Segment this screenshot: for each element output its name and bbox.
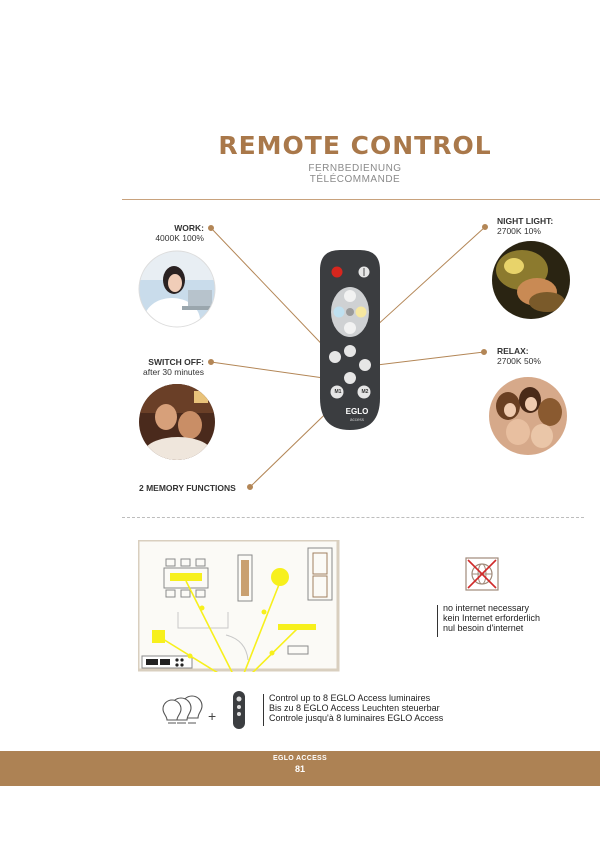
internet-text-bar (437, 605, 438, 637)
subtitle-french: TÉLÉCOMMANDE (309, 174, 401, 185)
plus-sign: + (208, 708, 217, 724)
section-divider (122, 517, 584, 518)
work-label: WORK: (174, 223, 204, 233)
internet-line-en: no internet necessary (443, 603, 530, 613)
work-photo (138, 250, 216, 328)
night-light-photo (492, 240, 570, 320)
switch-off-label: SWITCH OFF: (148, 357, 204, 367)
memory-functions-label: 2 MEMORY FUNCTIONS (139, 483, 236, 493)
switch-off-photo (138, 383, 216, 461)
bulbs-icon (162, 692, 212, 728)
memory-button-1: M1 (334, 389, 342, 395)
remote-sub-brand: access (349, 417, 364, 422)
work-detail: 4000K 100% (155, 233, 204, 243)
internet-line-de: kein Internet erforderlich (443, 613, 541, 623)
room-floor-plan (138, 540, 340, 672)
timer-icon (344, 372, 356, 384)
relax-mode-icon (359, 359, 371, 371)
control-line-de: Bis zu 8 EGLO Access Leuchten steuerbar (269, 703, 440, 713)
relax-label: RELAX: (497, 346, 529, 356)
no-internet-icon (464, 556, 500, 592)
remote-brand-logo: EGLO (345, 407, 369, 416)
page-number: 81 (294, 764, 305, 774)
switch-off-detail: after 30 minutes (143, 367, 204, 377)
control-line-fr: Controle jusqu'à 8 luminaires EGLO Access (269, 713, 444, 723)
subtitle-german: FERNBEDIENUNG (308, 163, 402, 174)
page-title: REMOTE CONTROL (218, 131, 492, 160)
warm-light-icon (356, 307, 367, 318)
cool-light-icon (334, 307, 345, 318)
power-button-icon (332, 267, 343, 278)
night-light-mode-icon (344, 345, 356, 357)
remote-small-icon (231, 690, 247, 730)
work-mode-icon (329, 351, 341, 363)
memory-button-2: M2 (361, 389, 369, 395)
control-text-bar (263, 694, 264, 726)
night-light-label: NIGHT LIGHT: (497, 216, 554, 226)
relax-detail: 2700K 50% (497, 356, 541, 366)
night-light-detail: 2700K 10% (497, 226, 541, 236)
internet-line-fr: nul besoin d'internet (443, 623, 524, 633)
relax-photo (488, 376, 568, 456)
control-line-en: Control up to 8 EGLO Access luminaires (269, 693, 431, 703)
footer-brand: EGLO ACCESS (273, 755, 327, 762)
